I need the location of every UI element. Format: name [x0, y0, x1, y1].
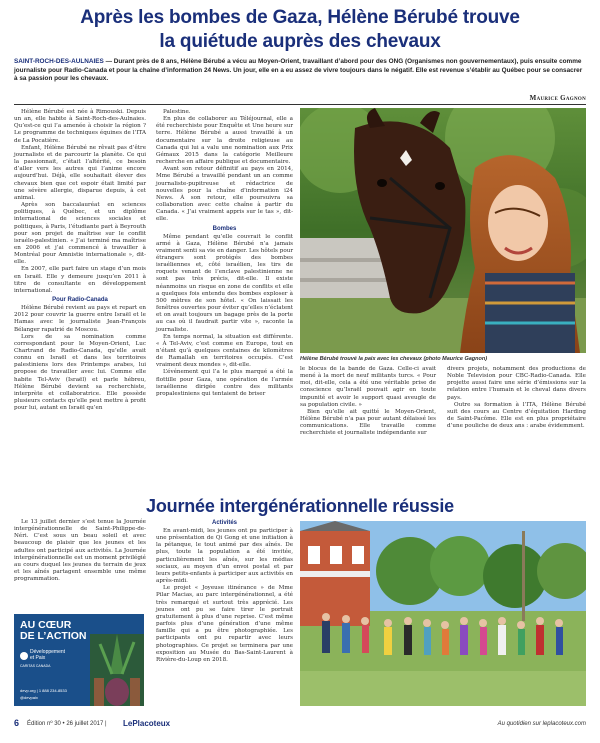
photo-caption: Hélène Bérubé trouvé la paix avec les chevaux (photo Maurice Gagnon) — [300, 356, 488, 362]
paragraph: En 2007, elle part faire un stage d’un mois en Israël. Elle y demeure jusqu’en 2011 à titre de consultante en développement international. — [14, 266, 146, 294]
article1-column-4 — [447, 366, 586, 430]
byline: Maurice Gagnon — [529, 94, 586, 102]
subheading-bombes: Bombes — [212, 225, 237, 232]
paragraph: Après son baccalauréat en sciences politiques, à Québec, et un diplôme international de sciences sociales et politiques, à Paris, l’étudiante part à Beyrouth pour son projet de maîtrise sur le conflit israélo-palestinien. « J’ai terminé ma maîtrise en 2006 et j’ai commencé à travailler à Montréal pour Amnistie internationale », dit-elle. — [14, 202, 146, 266]
paragraph: Hélène Bérubé revient au pays et repart en 2012 pour couvrir la guerre entre Israël et le Hamas avec le journaliste Jean-François Bélanger rapatrié de Moscou. — [14, 305, 146, 333]
paragraph: Palestine. — [163, 109, 191, 115]
subheading-activites: Activités — [211, 520, 237, 526]
paragraph: En avant-midi, les jeunes ont pu participer à une présentation de Qi Gong et une initiation à la pétanque, le tout animé par des aînés. De plus, toute la population a été invitée, particulièrement les aînés, sur les médias sociaux, au moyen d’un envoi postal et par leurs petits-enfants à participer aux activités en après-midi. — [156, 528, 293, 585]
ad-org-line-3: CARITAS CANADA — [20, 664, 51, 668]
footer-tagline: Au quotidien sur leplacoteux.com — [497, 721, 586, 727]
article-title-line-2: la quiétude auprès des chevaux — [159, 31, 441, 52]
article1-column-1 — [14, 109, 146, 412]
paragraph: Outre sa formation à l’ITA, Hélène Bérubé suit des cours au Centre d’équitation Harding de Saint-Pacôme. Elle est en plus propriétaire d’une pouliche de deux ans : arabe évidemment. — [447, 401, 586, 430]
article2-column-1 — [14, 519, 146, 583]
byline-rule — [14, 104, 586, 105]
devpaix-logo-icon — [20, 652, 28, 660]
ad-photo-illustration — [90, 634, 144, 706]
paragraph: Enfant, Hélène Bérubé ne rêvait pas d’être journaliste et de parcourir la planète. Ce qui la passionnait, c’était l’altérité, ce besoin d’aller vers les autres qui l’anime encore aujourd’hui. Déjà, elle souhaitait élever des chevaux bien que cet espoir était limité par une sévère allergie, disparue depuis, à cet animal. — [14, 144, 146, 201]
group-photo — [300, 521, 586, 706]
page-number: 6 — [14, 718, 20, 728]
paragraph: En temps normal, la situation est différente. « À Tel-Aviv, c’est comme en Europe, tout en n’étant qu’à quelques centaines de kilomètres de Ramallah en territoires occupés. C’est vraiment deux mondes », dit-elle. — [156, 333, 293, 369]
paragraph: Même pendant qu’elle couvrait le conflit armé à Gaza, Hélène Bérubé n’a jamais vraiment senti sa vie en danger. Les hôtels pour étrangers sont protégés des bombes israéliennes et, côté israélien, les tirs de roquets venant de l’enclave palestinienne ne sont pas très précis, dit-elle. Il existe néanmoins un risque en zone de conflits et elle a quelques fois entendu des bombes exploser à 500 mètres de son hôtel. « On laissait les fenêtres ouvertes pour éviter qu’elles n’éclatent et on avait toujours un bagage près de la porte au cas où il faudrait partir vite », raconte la journaliste. — [156, 233, 293, 333]
advertisement[interactable] — [14, 614, 144, 706]
paragraph: Le 13 juillet dernier s’est tenue la Journée intergénérationnelle de Saint-Philippe-de-Néri. C’est sous un beau soleil et avec beaucoup de plaisir que les jeunes et les adultes ont participé aux activités. La Journée intergénérationnelle est un moment privilégié au cours duquel les jeunes du terrain de jeux et les aînés partagent ensemble une même programmation. — [14, 519, 146, 583]
lead-place: SAINT-ROCH-DES-AULNAIES — [14, 58, 104, 65]
paragraph: Le projet « Joyeuse itinérance » de Mme Pilar Macias, au parc intergénérationnel, a été très remarqué et surtout très apprécié. Les jeunes ont pu se faire tirer le portrait gratuitement à plus d’une reprise. C’est même parfois plus d’une génération d’une même famille qui a pu être photographiée. Les participants ont pu repartir avec leurs photographies. Ce projet se terminera par une exposition au Musée du Bas-Saint-Laurent à Rivière-du-Loup en 2018. — [156, 585, 293, 663]
ad-handle: @devpaix — [20, 695, 38, 700]
subheading-radio-canada: Pour Radio-Canada — [52, 297, 108, 304]
brand-logo: LePlacoteux — [123, 719, 171, 728]
lead-text: — Durant près de 8 ans, Hélène Bérubé a vécu au Moyen-Orient, travaillant d’abord pour des ONG (Organismes non gouvernementaux), puis ensuite comme journaliste pour Radio-Canada et pour la chaîne d’information 24 News. Un jour, elle en a eu assez de vivre toujours dans le négatif. Elle est revenue s’établir au Québec pour se consacrer à sa passion pour les chevaux. — [14, 58, 583, 83]
paragraph: En plus de collaborer au Téléjournal, elle a été recherchiste pour Enquête et Une heure sur terre. Hélène Bérubé a aussi travaillé à un documentaire sur la droite religieuse au Canada qui lui a valu une nomination aux Prix Gémaux 2015 dans la catégorie Meilleure recherche en affaire publique et documentaire. — [156, 116, 293, 166]
paragraph: divers projets, notamment des productions de Noble Television pour CBC-Radio-Canada. Elle projette aussi faire une série d’émissions sur la relation entre l’humain et le cheval dans divers pays. — [447, 366, 586, 401]
article-title-line-1: Après les bombes de Gaza, Hélène Bérubé trouve — [80, 7, 520, 28]
edition-info: Édition nº 30 • 26 juillet 2017 | — [27, 721, 107, 727]
horse-photo-illustration — [300, 108, 586, 353]
paragraph: Lors de sa nomination comme correspondant pour le Moyen-Orient, Luc Chartrand de Radio-Canada, qu’elle avait connu en Israël et dans les territoires palestiniens lors des Printemps arabes, lui propose de travailler avec lui. Comme elle habite Tel-Aviv (Israël) et parle hébreu, Hélène Bérubé devient sa recherchiste, interprète et collaboratrice. Elle possède plusieurs contacts qu’elle peut mettre à profit pour lui, autant en Israël qu’en — [14, 333, 146, 412]
paragraph: Bien qu’elle ait quitté le Moyen-Orient, Hélène Bérubé n’a pas pour autant délaissé les communications. Elle travaille comme recherchiste et journaliste indépendante sur — [300, 408, 436, 437]
article1-column-3 — [300, 366, 436, 438]
ad-org-line-2: et Paix — [30, 655, 46, 661]
ad-headline-1: AU CŒUR — [20, 619, 72, 631]
article-lead — [14, 58, 586, 84]
article2-title: Journée intergénérationnelle réussie — [146, 496, 454, 516]
article1-column-2 — [156, 109, 293, 398]
paragraph: Hélène Bérubé est née à Rimouski. Depuis un an, elle habite à Saint-Roch-des-Aulnaies. Qu’est-ce qui l’a amenée à choisir la région ? Le programme de techniques équines de l’ITA de La Pocatière. — [14, 109, 146, 144]
group-photo-illustration — [300, 521, 586, 706]
paragraph: L’événement qui l’a le plus marqué a été la flottille pour Gaza, une opération de l’armée israélienne dirigée contre des militants propalestiniens qui tentaient de briser — [156, 369, 293, 397]
paragraph: Avant son retour définitif au pays en 2014, Mme Bérubé a travaillé pendant un an comme journaliste-pupitreuse et rédactrice de nouvelles pour la chaîne d’information i24 News. À son retour, elle poursuivra sa collaboration avec cette chaîne à partir du Canada. « J’ai vraiment appris sur le tas », dit-elle. — [156, 166, 293, 223]
paragraph: le blocus de la bande de Gaza. Celle-ci avait mené à la mort de neuf militants turcs. « Pour moi, dit-elle, cela a été une véritable prise de conscience qu’Israël pouvait agir en toute impunité et avoir le support quasi aveugle de sa population civile. » — [300, 366, 436, 408]
ad-headline-2: DE L’ACTION — [20, 630, 87, 642]
ad-contact: devp.org | 1 888 234-8533 — [20, 688, 67, 693]
article2-column-2 — [156, 519, 293, 664]
ad-org-line-1: Développement — [30, 649, 66, 655]
horse-photo — [300, 108, 586, 353]
